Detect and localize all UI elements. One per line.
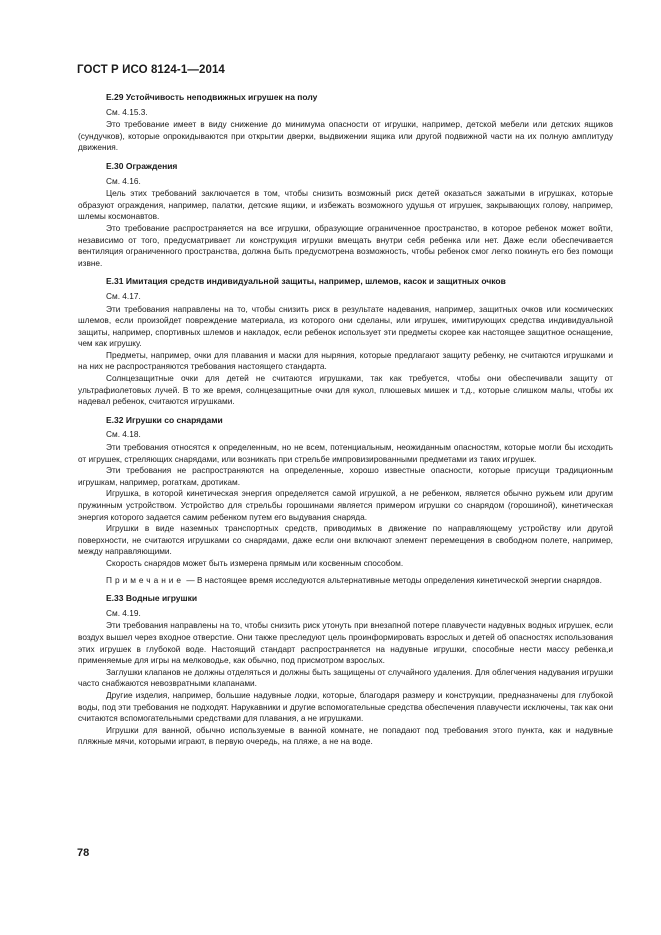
paragraph: Цель этих требований заключается в том, чтобы снизить возможный риск детей оказаться зажатыми в игрушках, которые образуют ограждения, например, палатки, детские ящики, и избежать возможного удушья от игрушек, закрывающих голову, например, шлемы космонавтов. [78,188,613,222]
paragraph: Скорость снарядов может быть измерена прямым или косвенным способом. [106,557,404,568]
paragraph: Другие изделия, например, большие надувные лодки, которые, благодаря размеру и конструкции, предназначены для глубокой воды, под эти требования не подходят. Нарукавники и другие вспомогательные средства обеспечения плавучести исключены, так как они считаются вспомогательными средствами для плавания, а не игрушками. [78,689,613,724]
page-number: 78 [77,847,90,859]
paragraph: Эти требования относятся к определенным, но не всем, потенциальным, неожиданным опасностям, которые могли бы исходить от игрушек, стреляющих снарядами, или возникать при стрельбе импровизированными предметами из таких игрушек. [78,442,613,464]
section-title: Е.32 Игрушки со снарядами [106,414,223,425]
section-e29 [78,92,613,154]
note [78,575,613,587]
section-title: Е.29 Устойчивость неподвижных игрушек на полу [106,92,318,102]
paragraph: Эти требования не распространяются на определенные, хорошо известные опасности, которые присущи традиционным игрушкам, например, рогаткам, дротикам. [78,465,613,487]
note-label: Примечание [106,574,185,585]
section-title: Е.30 Ограждения [106,160,178,171]
document-header: ГОСТ Р ИСО 8124-1—2014 [77,64,225,76]
section-e33 [78,593,613,748]
section-title: Е.33 Водные игрушки [106,593,198,604]
section-reference: См. 4.15.3. [106,106,148,117]
paragraph: Эти требования направлены на то, чтобы снизить риск в результате надевания, например, защитных очков или космических шлемов, если произойдет повреждение материала, из которого они сделаны, или игрушек, имитирующих средства индивидуальной защиты, например, спортивных шлемов и накладок, если ребенок использует эти предметы скорее как настоящее защитное оснащение, чем как игрушку. [78,303,613,349]
paragraph: Игрушки для ванной, обычно используемые в ванной комнате, не попадают под требования этого пункта, как и надувные пляжные мячи, которыми играют, в первую очередь, на пляже, а не на воде. [78,724,613,747]
section-reference: См. 4.16. [106,175,141,186]
paragraph: Солнцезащитные очки для детей не считаются игрушками, так как требуется, чтобы они обеспечивали защиту от ультрафиолетовых лучей. В то же время, солнцезащитные очки для кукол, плюшевых мишек и т.д., которые слишком малы, чтобы их надевал ребенок, считаются игрушками. [78,373,613,407]
paragraph: Это требование имеет в виду снижение до минимума опасности от игрушки, например, детской мебели или детских ящиков (сундучков), которые опрокидываются при открытии дверки, выдвижении ящика или другой подвижной части на их полную амплитуду движения. [78,119,613,153]
paragraph: Предметы, например, очки для плавания и маски для ныряния, которые предлагают защиту ребенку, не считаются игрушками и на них не распространяются требования настоящего стандарта. [78,349,613,372]
document-body [78,92,613,755]
section-reference: См. 4.18. [106,429,141,440]
note-text: — В настоящее время исследуются альтернативные методы определения кинетической энергии снарядов. [186,574,602,585]
section-title: Е.31 Имитация средств индивидуальной защиты, например, шлемов, касок и защитных очков [106,276,506,287]
section-reference: См. 4.19. [106,607,141,618]
section-e30 [78,161,613,269]
section-e32 [78,415,613,586]
paragraph: Эти требования направлены на то, чтобы снизить риск утонуть при внезапной потере плавучести надувных водных игрушек, если воздух вышел через входное отверстие. Они также преследуют цель проинформировать взрослых и детей об опасностях использования этих игрушек в глубокой воде. Настоящий стандарт распространяется на надувные игрушки, способные нести массу ребенка,и применяемые для игры на мелководье, как обычно, под присмотром взрослых. [78,620,613,666]
paragraph: Это требование распространяется на все игрушки, образующие ограниченное пространство, в которое ребенок может войти, независимо от того, предусматривает ли конструкция игрушки вмещать внутри себя ребенка или нет. Даже если обеспечивается вентиляция ограниченного пространства, должна быть предусмотрена возможность, чтобы ребенок смог легко покинуть его без помощи извне. [78,222,613,268]
section-reference: См. 4.17. [106,290,141,301]
paragraph: Заглушки клапанов не должны отделяться и должны быть защищены от случайного удаления. Для облегчения надувания игрушки часто снабжаются невозвратными клапанами. [78,666,613,689]
paragraph: Игрушки в виде наземных транспортных средств, приводимых в движение по направляющему устройству или другой поверхности, не считаются игрушками со снарядами, даже если они включают элемент перемещения в свободном полете, например, между направляющими. [78,523,613,557]
paragraph: Игрушка, в которой кинетическая энергия определяется самой игрушкой, а не ребенком, является обычно ружьем или другим пружинным устройством. Устройство для стрельбы горошинами является примером игрушки со снарядом (горошиной), кинетическая энергия которого задается самим ребенком путем его выдувания снаряда. [78,488,613,522]
section-e31 [78,276,613,408]
